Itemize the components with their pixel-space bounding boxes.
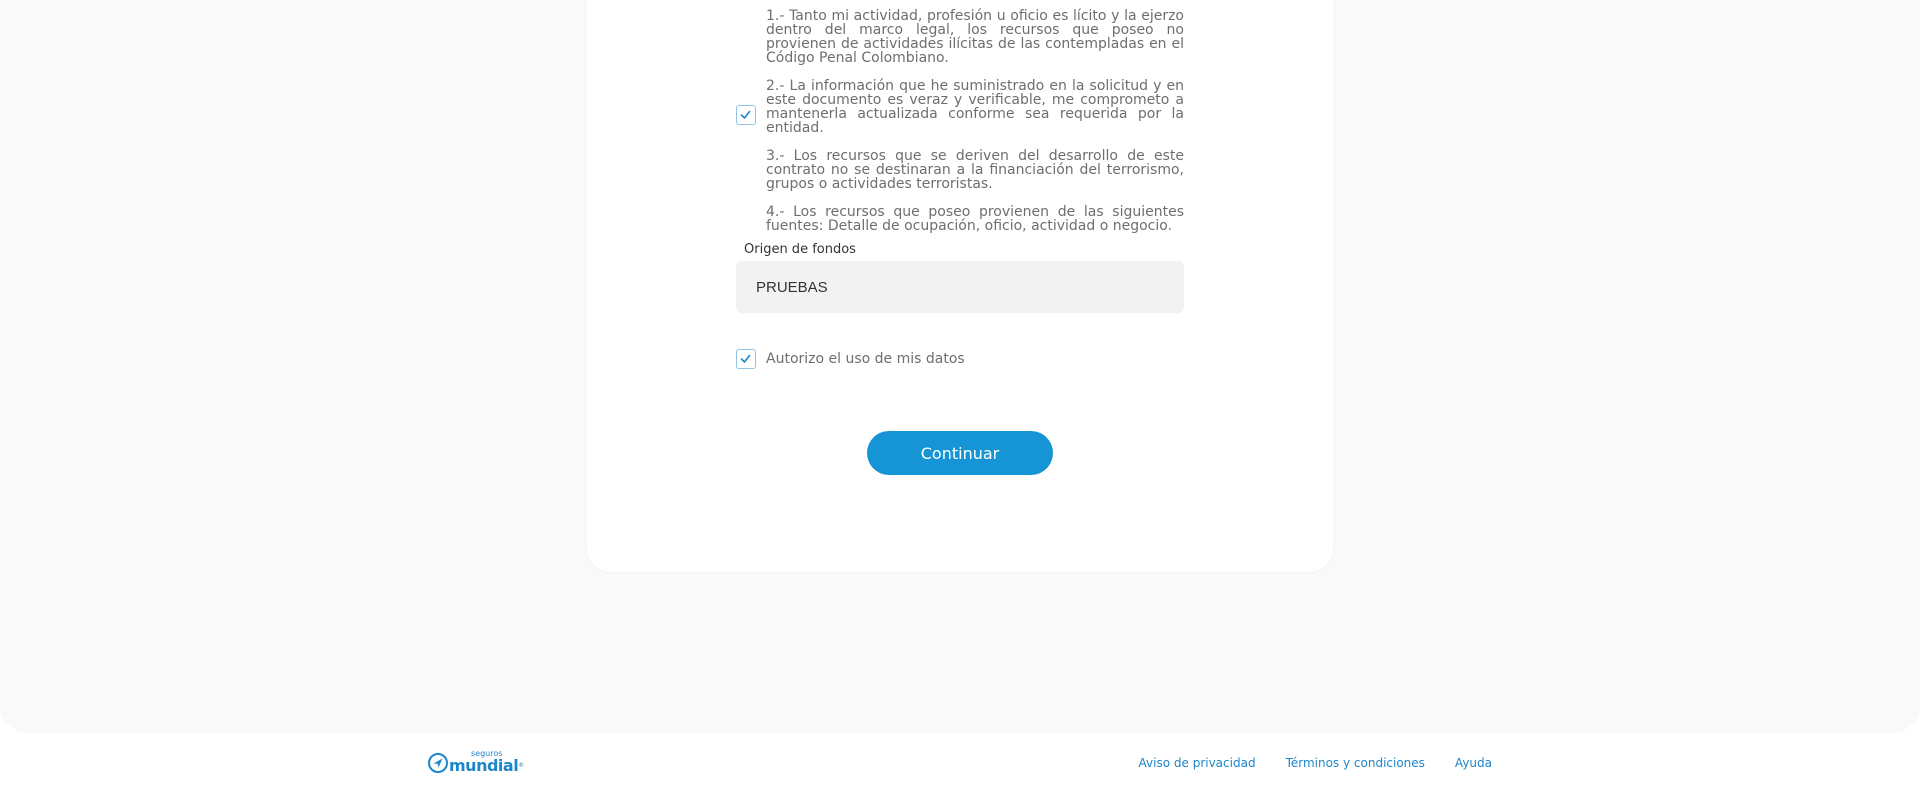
declaration-paragraph-4: 4.- Los recursos que poseo provienen de las siguientes fuentes: Detalle de ocupación, oficio, actividad o negocio.: [766, 204, 1184, 234]
declaration-checkbox[interactable]: [736, 105, 756, 125]
declaration-paragraph-1: 1.- Tanto mi actividad, profesión u oficio es lícito y la ejerzo dentro del marco legal, los recursos que poseo no provienen de actividades ilícitas de las contempladas en el Código Penal Colombiano.: [766, 8, 1184, 66]
declaration-paragraph-2: 2.- La información que he suministrado en la solicitud y en este documento es veraz y verificable, me comprometo a mantenerla actualizada conforme sea requerida por la entidad.: [766, 78, 1184, 136]
funds-origin-input[interactable]: [736, 261, 1184, 313]
declaration-paragraph-3: 3.- Los recursos que se deriven del desarrollo de este contrato no se destinaran a la financiación del terrorismo, grupos o actividades terroristas.: [766, 148, 1184, 192]
footer-logo[interactable]: [427, 750, 524, 774]
seguros-mundial-logo-icon: [427, 752, 449, 774]
terms-link[interactable]: Términos y condiciones: [1285, 756, 1425, 770]
authorization-checkbox[interactable]: [736, 349, 756, 369]
check-icon: [737, 106, 754, 123]
logo-small-text: seguros: [471, 749, 503, 758]
declaration-text: [766, 9, 1184, 247]
check-icon: [737, 350, 754, 367]
footer-links: [1139, 756, 1492, 770]
continue-button[interactable]: Continuar: [867, 431, 1053, 475]
logo-wordmark: [449, 750, 518, 774]
authorization-row[interactable]: [736, 349, 965, 369]
logo-registered-mark: ®: [518, 762, 525, 769]
authorization-label: Autorizo el uso de mis datos: [766, 351, 965, 367]
logo-big-text: mundial: [449, 756, 519, 775]
privacy-notice-link[interactable]: Aviso de privacidad: [1138, 756, 1256, 770]
funds-origin-label: Origen de fondos: [744, 242, 856, 257]
help-link[interactable]: Ayuda: [1454, 756, 1492, 770]
